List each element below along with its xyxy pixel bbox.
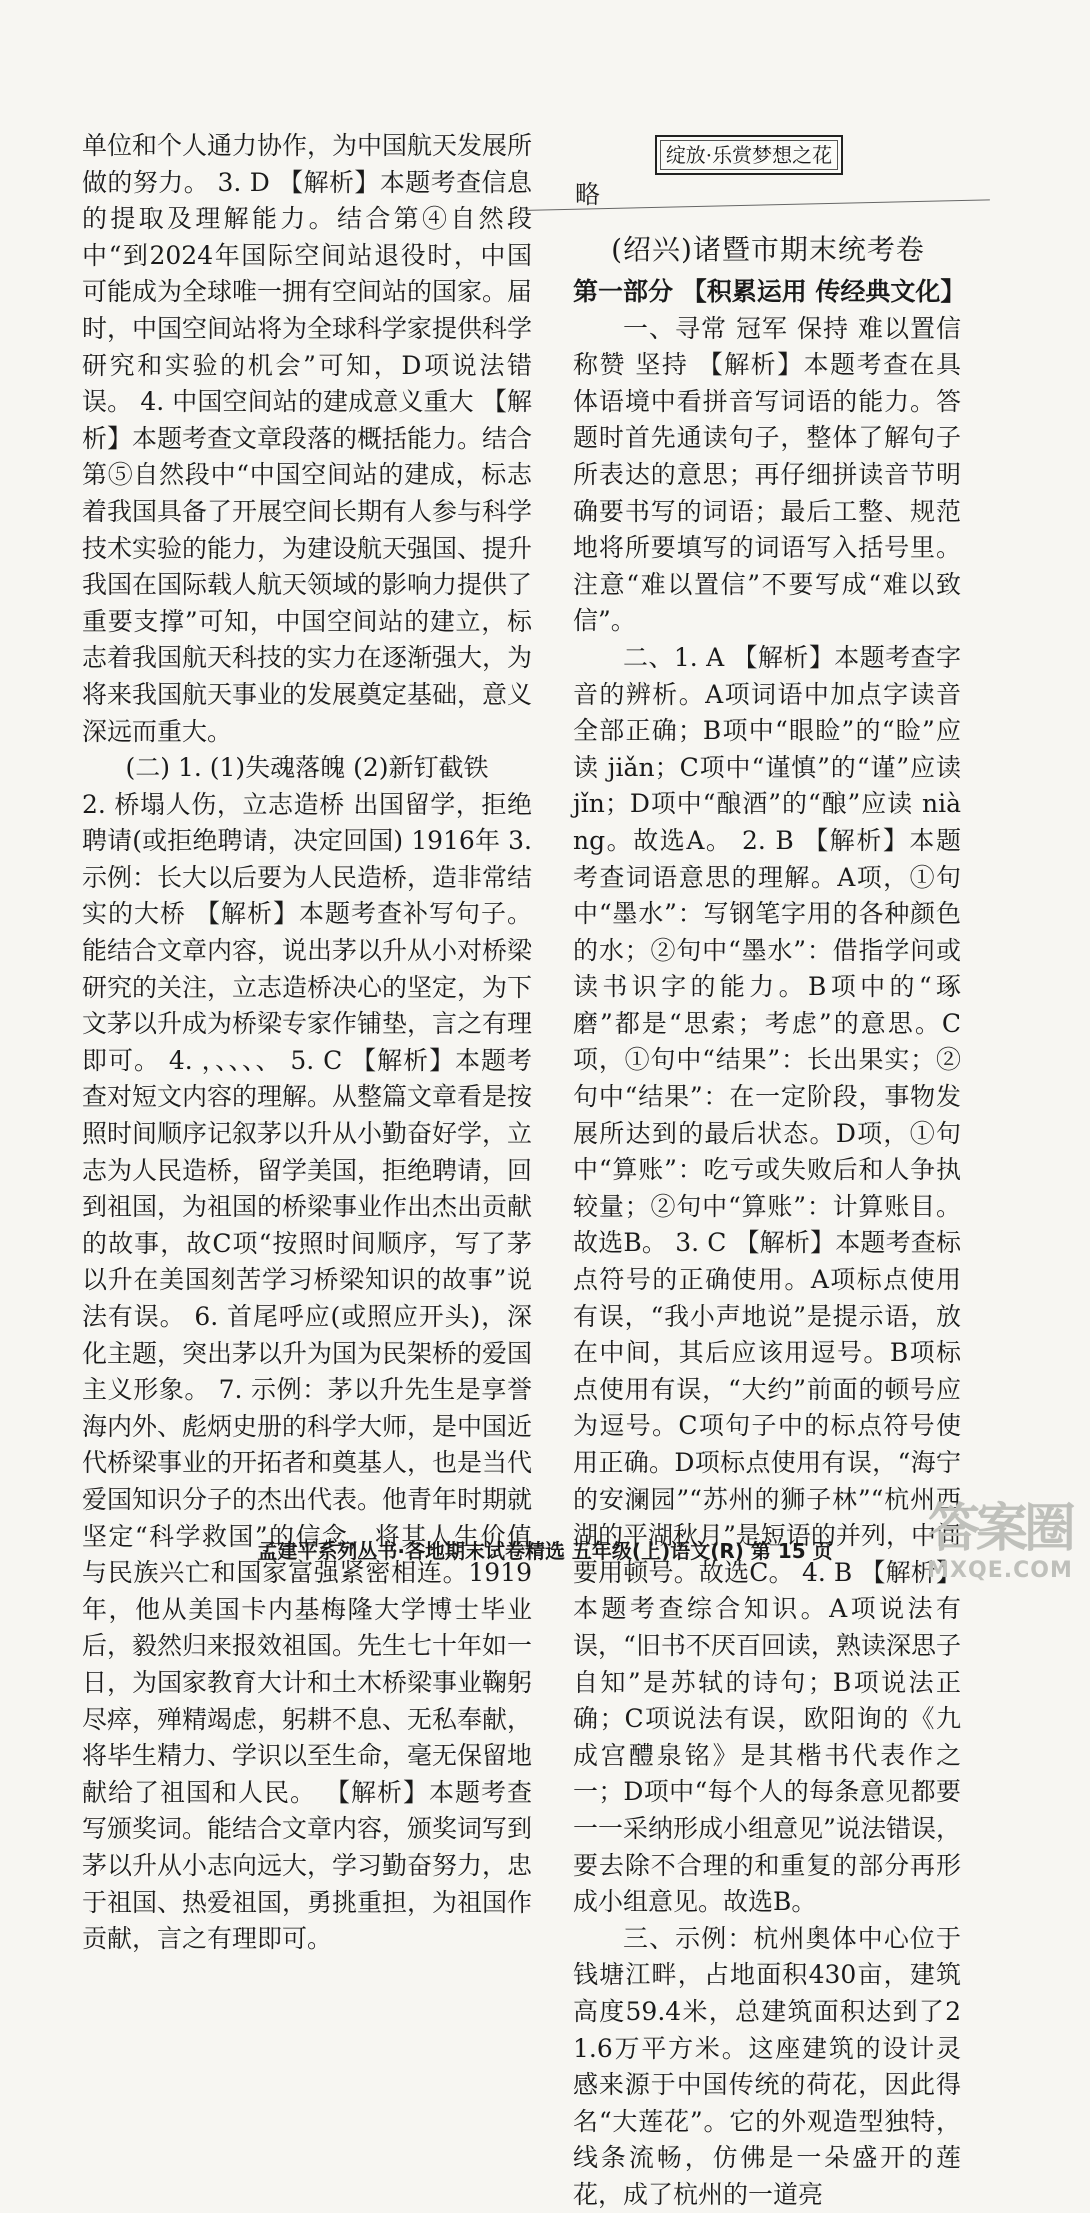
right-paragraph-2: 二、1. A 【解析】本题考查字音的辨析。A项词语中加点字读音全部正确；B项中“眼睑”的“睑”应读 jiǎn；C项中“谨慎”的“谨”应读 jǐn；D项中“酿酒”的“酿”应读 niàng。故选A。 2. B 【解析】本题考查词语意思的理解。A项，①句中“墨水”：写钢笔字用的各种颜色的水；②句中“墨水”：借指学问或读书识字的能力。B项中的“琢磨”都是“思索；考虑”的意思。C项，①句中“结果”：长出果实；②句中“结果”：在一定阶段，事物发展所达到的最后状态。D项，①句中“算账”：吃亏或失败后和人争执较量；②句中“算账”：计算账目。故选B。 3. C 【解析】本题考查标点符号的正确使用。A项标点使用有误，“我小声地说”是提示语，放在中间，其后应该用逗号。B项标点使用有误，“大约”前面的顿号应为逗号。C项句子中的标点符号使用正确。D项标点使用有误，“海宁的安澜园”“苏州的狮子林”“杭州西湖的平湖秋月”是短语的并列，中间要用顿号。故选C。 4. B 【解析】本题考查综合知识。A项说法有误，“旧书不厌百回读，熟读深思子自知”是苏轼的诗句；B项说法正确；C项说法有误，欧阳询的《九成宫醴泉铭》是其楷书代表作之一；D项中“每个人的每条意见都要一一采纳形成小组意见”说法错误，要去除不合理的和重复的部分再形成小组意见。故选B。 (573, 642, 961, 1917)
left-section-two-heading: (二) 1. (1)失魂落魄 (2)新钉截铁 (125, 753, 489, 783)
page-footer: 孟建平系列丛书·各地期末试卷精选 五年级(上)语文(R) 第 15 页 (257, 1539, 833, 1563)
left-paragraph-1: 单位和个人通力协作，为中国航天发展所做的努力。 3. D 【解析】本题考查信息的提取及理解能力。结合第④自然段中“到2024年国际空间站退役时，中国可能成为全球唯一拥有空间站的国家。届时，中国空间站将为全球科学家提供科学研究和实验的机会”可知，D项说法错误。 4. 中国空间站的建成意义重大 【解析】本题考查文章段落的概括能力。结合第⑤自然段中“中国空间站的建成，标志着我国具备了开展空间长期有人参与科学技术实验的能力，为建设航天强国、提升我国在国际载人航天领域的影响力提供了重要支撑”可知，中国空间站的建立，标志着我国航天科技的实力在逐渐强大，为将来我国航天事业的发展奠定基础，意义深远而重大。 (82, 131, 533, 746)
watermark-url: MXQE.COM (927, 1558, 1073, 1583)
right-paragraph-3: 三、示例：杭州奥体中心位于钱塘江畔，占地面积430亩，建筑高度59.4米，总建筑面积达到了21.6万平方米。这座建筑的设计灵感来源于中国传统的荷花，因此得名“大莲花”。它的外观造型独特，线条流畅，仿佛是一朵盛开的莲花，成了杭州的一道亮 (573, 1923, 961, 2209)
watermark-logo (915, 1500, 1085, 1583)
part1-heading: 第一部分 【积累运用 传经典文化】 (573, 277, 966, 306)
right-paragraph-1: 一、寻常 冠军 保持 难以置信 称赞 坚持 【解析】本题考查在具体语境中看拼音写词语的能力。答题时首先通读句子，整体了解句子所表达的意思；再仔细拼读音节明确要书写的词语；最后工整、规范地将所要填写的词语写入括号里。注意“难以置信”不要写成“难以致信”。 (573, 313, 961, 636)
right-column (573, 270, 966, 2213)
left-paragraph-2: 2. 桥塌人伤，立志造桥 出国留学，拒绝聘请(或拒绝聘请，决定回国) 1916年 3. 示例：长大以后要为人民造桥，造非常结实的大桥 【解析】本题考查补写句子。能结合文章内容，说出茅以升从小对桥梁研究的关注，立志造桥决心的坚定，为下文茅以升成为桥梁专家作铺垫，言之有理即可。 4. ，、、、、 5. C 【解析】本题考查对短文内容的理解。从整篇文章看是按照时间顺序记叙茅以升从小勤奋好学，立志为人民造桥，留学美国，拒绝聘请，回到祖国，为祖国的桥梁事业作出杰出贡献的故事，故C项“按照时间顺序，写了茅以升在美国刻苦学习桥梁知识的故事”说法有误。 6. 首尾呼应(或照应开头)，深化主题，突出茅以升为国为民架桥的爱国主义形象。 7. 示例：茅以升先生是享誉海内外、彪炳史册的科学大师，是中国近代桥梁事业的开拓者和奠基人，也是当代爱国知识分子的杰出代表。他青年时期就坚定“科学救国”的信念，将其人生价值与民族兴亡和国家富强紧密相连。1919年，他从美国卡内基梅隆大学博士毕业后，毅然归来报效祖国。先生七十年如一日，为国家教育大计和土木桥梁事业鞠躬尽瘁，殚精竭虑，躬耕不息、无私奉献，将毕生精力、学识以至生命，毫无保留地献给了祖国和人民。 【解析】本题考查写颁奖词。能结合文章内容，颁奖词写到茅以升从小志向远大，学习勤奋努力，忠于祖国、热爱祖国，勇挑重担，为祖国作贡献，言之有理即可。 (82, 789, 533, 1954)
exam-title: (绍兴)诸暨市期末统考卷 (611, 233, 925, 266)
omitted-answer: 略 (575, 180, 601, 209)
watermark-text: 答案圈 (927, 1499, 1072, 1559)
section-banner: 绽放·乐赏梦想之花 (655, 135, 843, 175)
left-column (82, 128, 532, 1958)
